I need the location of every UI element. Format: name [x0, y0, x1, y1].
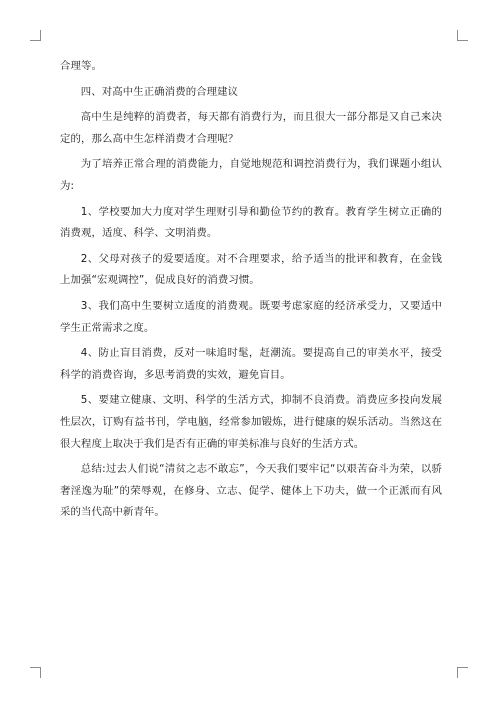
list-item-3: 3、我们高中生要树立适度的消费观。既要考虑家庭的经济承受力，又要适中学生正常需求之度。	[60, 299, 442, 334]
paragraph-intro: 高中生是纯粹的消费者，每天都有消费行为，而且很大一部分都是又自己来决定的，那么高中生怎样消费才合理呢？	[60, 111, 442, 145]
list-item-5: 5、要建立健康、文明、科学的生活方式，抑制不良消费。消费应多投向发展性层次，订购有益书刊，学电脑，经常参加锻炼，进行健康的娱乐活动。当然这在很大程度上取决于我们是否有正确的审美标准与良好的生活方式。	[60, 394, 442, 450]
list-item-2: 2、父母对孩子的爱要适度。对不合理要求，给予适当的批评和教育，在金钱上加强“宏观调控”，促成良好的消费习惯。	[60, 252, 442, 287]
crop-mark-bottom-left	[30, 667, 41, 678]
section-heading: 四、对高中生正确消费的合理建议	[80, 85, 239, 98]
list-item-1: 1、学校要加大力度对学生理财引导和勤俭节约的教育。教育学生树立正确的消费观，适度、科学、文明消费。	[60, 205, 442, 240]
crop-mark-top-right	[457, 30, 468, 41]
paragraph-lead: 为了培养正常合理的消费能力，自觉地规范和调控消费行为，我们课题小组认为:	[60, 158, 442, 192]
paragraph-summary: 总结:过去人们说“清贫之志不敢忘”，今天我们要牢记“以艰苦奋斗为荣，以骄奢淫逸为耻”的荣辱观，在修身、立志、促学、健体上下功夫，做一个正派而有风采的当代高中新青年。	[60, 463, 442, 519]
list-item-4: 4、防止盲目消费，反对一味追时髦，赶潮流。要提高自己的审美水平，接受科学的消费咨询，多思考消费的实效，避免盲目。	[60, 347, 442, 381]
crop-mark-bottom-right	[457, 667, 468, 678]
paragraph-continuation: 合理等。	[60, 60, 102, 72]
crop-mark-top-left	[30, 30, 41, 41]
document-body	[60, 56, 442, 528]
